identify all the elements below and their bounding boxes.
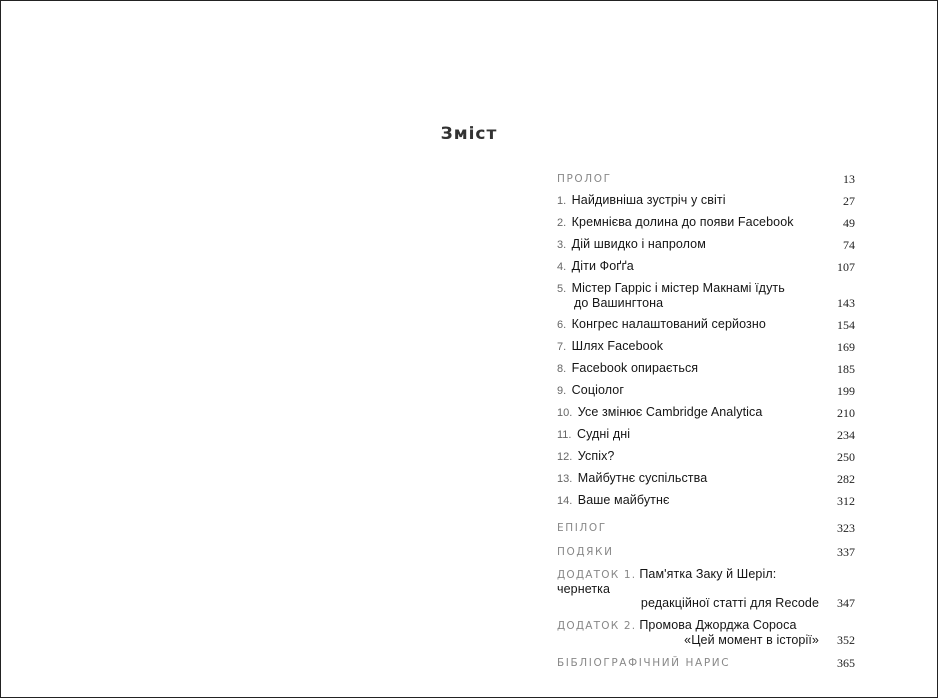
chapter-number: 11. <box>557 429 572 441</box>
chapter-title: Кремнієва долина до появи Facebook <box>571 215 794 229</box>
page-number: 185 <box>837 362 855 376</box>
chapter-number: 13. <box>557 473 573 485</box>
page-number: 312 <box>837 494 855 508</box>
page-number: 282 <box>837 472 855 486</box>
toc-entry-appendix-1[interactable] <box>557 567 855 610</box>
toc-entry-chapter-12[interactable] <box>557 449 855 464</box>
page-number: 13 <box>843 172 855 186</box>
toc-entry-appendix-2[interactable] <box>557 618 855 647</box>
toc-entry-chapter-10[interactable] <box>557 405 855 420</box>
toc-entry-prologue[interactable] <box>557 171 855 186</box>
page-number: 352 <box>837 633 855 647</box>
toc-list <box>557 171 855 670</box>
toc-entry-chapter-3[interactable] <box>557 237 855 252</box>
chapter-number: 1. <box>557 195 567 207</box>
chapter-title: Майбутнє суспільства <box>577 471 708 485</box>
page-number: 49 <box>843 216 855 230</box>
page-number: 143 <box>837 296 855 310</box>
entry-label: ПОДЯКИ <box>557 546 614 558</box>
page-number: 347 <box>837 596 855 610</box>
chapter-number: 9. <box>557 385 567 397</box>
page-number: 154 <box>837 318 855 332</box>
toc-entry-epilogue[interactable] <box>557 520 855 535</box>
chapter-title-continued: до Вашингтона <box>574 296 664 310</box>
chapter-number: 10. <box>557 407 573 419</box>
page-number: 169 <box>837 340 855 354</box>
toc-entry-chapter-9[interactable] <box>557 383 855 398</box>
chapter-number: 14. <box>557 495 573 507</box>
chapter-title: Соціолог <box>571 383 625 397</box>
chapter-title: Найдивніша зустріч у світі <box>571 193 726 207</box>
chapter-title: Дій швидко і напролом <box>571 237 706 251</box>
chapter-number: 7. <box>557 341 567 353</box>
toc-entry-acknowledgments[interactable] <box>557 544 855 559</box>
page-number: 210 <box>837 406 855 420</box>
appendix-title: Пам'ятка Заку й Шеріл: чернетка <box>557 567 777 596</box>
toc-entry-chapter-4[interactable] <box>557 259 855 274</box>
toc-entry-chapter-8[interactable] <box>557 361 855 376</box>
chapter-title: Шлях Facebook <box>571 339 664 353</box>
entry-label: ПРОЛОГ <box>557 173 612 185</box>
page-number: 365 <box>837 656 855 670</box>
toc-entry-chapter-13[interactable] <box>557 471 855 486</box>
chapter-title: Усе змінює Cambridge Analytica <box>577 405 763 419</box>
page-number: 250 <box>837 450 855 464</box>
chapter-number: 2. <box>557 217 567 229</box>
toc-entry-bibliography[interactable] <box>557 655 855 670</box>
toc-entry-chapter-11[interactable] <box>557 427 855 442</box>
appendix-title-continued: «Цей момент в історії» <box>684 633 819 647</box>
page-number: 337 <box>837 545 855 559</box>
toc-entry-chapter-1[interactable] <box>557 193 855 208</box>
entry-label: ЕПІЛОГ <box>557 522 607 534</box>
chapter-title: Успіх? <box>577 449 615 463</box>
chapter-number: 4. <box>557 261 567 273</box>
appendix-title-continued: редакційної статті для Recode <box>640 596 819 610</box>
chapter-title: Судні дні <box>576 427 631 441</box>
toc-entry-chapter-2[interactable] <box>557 215 855 230</box>
appendix-label: ДОДАТОК 2. <box>557 620 637 632</box>
chapter-title: Ваше майбутнє <box>577 493 670 507</box>
chapter-title: Конгрес налаштований серйозно <box>571 317 766 331</box>
chapter-title: Facebook опирається <box>571 361 699 375</box>
page-number: 27 <box>843 194 855 208</box>
appendix-title: Промова Джорджа Сороса <box>639 618 797 632</box>
page-number: 234 <box>837 428 855 442</box>
toc-entry-chapter-5[interactable] <box>557 281 855 310</box>
page-number: 107 <box>837 260 855 274</box>
chapter-number: 6. <box>557 319 567 331</box>
toc-entry-chapter-6[interactable] <box>557 317 855 332</box>
toc-title: Зміст <box>440 124 498 144</box>
chapter-number: 3. <box>557 239 567 251</box>
page-number: 74 <box>843 238 855 252</box>
page-number: 323 <box>837 521 855 535</box>
toc-entry-chapter-14[interactable] <box>557 493 855 508</box>
chapter-title: Містер Гарріс і містер Макнамі їдуть <box>571 281 785 295</box>
page-number: 199 <box>837 384 855 398</box>
chapter-number: 12. <box>557 451 573 463</box>
chapter-title: Діти Фоґґа <box>571 259 634 273</box>
toc-entry-chapter-7[interactable] <box>557 339 855 354</box>
entry-label: БІБЛІОГРАФІЧНИЙ НАРИС <box>557 657 731 669</box>
appendix-label: ДОДАТОК 1. <box>557 569 637 581</box>
chapter-number: 5. <box>557 283 567 295</box>
chapter-number: 8. <box>557 363 567 375</box>
